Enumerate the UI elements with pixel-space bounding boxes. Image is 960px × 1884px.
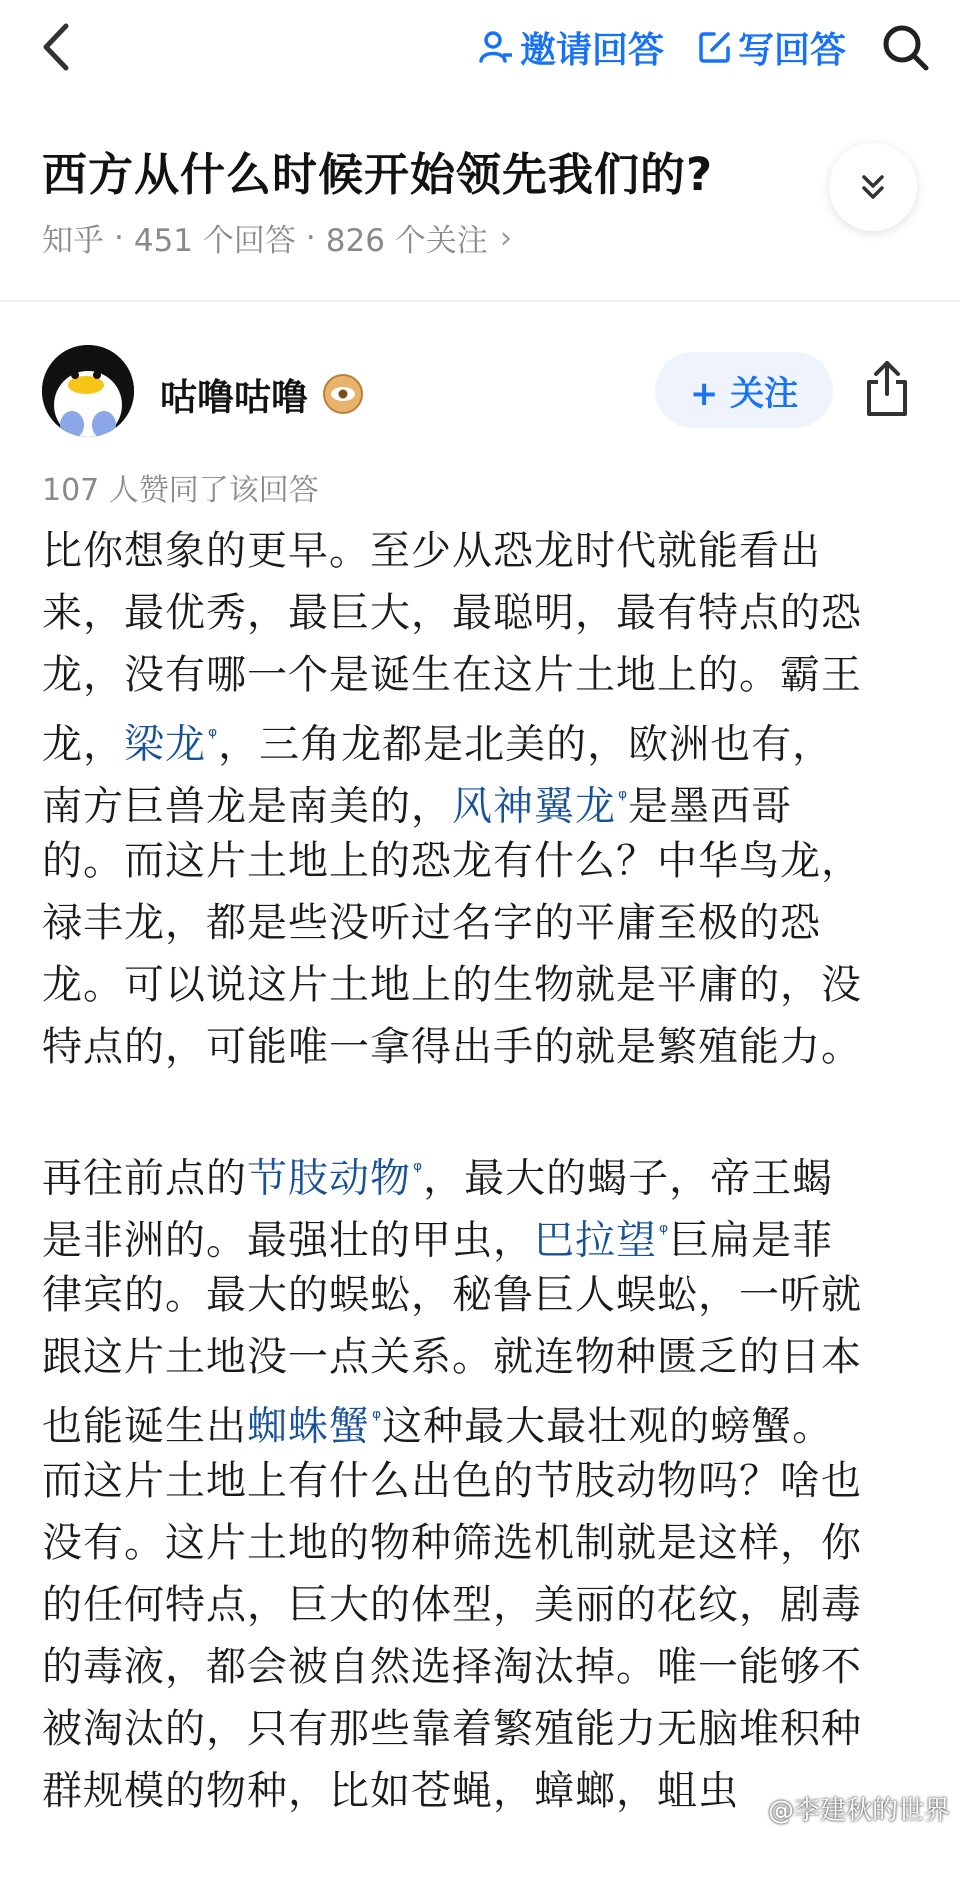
content-line: 的。而这片土地上的恐龙有什么？中华鸟龙， [42,838,862,884]
search-icon[interactable]: ᵠ [372,1406,383,1431]
keyword-link[interactable]: 梁龙 [124,721,206,768]
question-title[interactable]: 西方从什么时候开始领先我们的? [42,148,714,201]
text-span: ，三角龙都是北美的，欧洲也有， [218,721,834,768]
follow-button[interactable]: + 关注 [655,352,833,428]
content-line [42,1140,922,1202]
share-icon[interactable] [862,360,912,418]
search-icon[interactable]: ᵠ [208,724,219,749]
meta-separator: · [305,219,316,256]
author-name-label: 咕噜咕噜 [160,376,308,419]
text-span: 南方巨兽龙是南美的， [42,783,452,830]
content-line: 的任何特点，巨大的体型，美丽的花纹，剧毒 [42,1582,862,1628]
keyword-link[interactable]: 巴拉望 [534,1217,657,1264]
duck-avatar-icon [42,345,134,437]
content-line: 而这片土地上有什么出色的节肢动物吗？啥也 [42,1458,862,1504]
expand-button[interactable] [829,143,917,231]
keyword-link[interactable]: 蜘蛛蟹 [247,1403,370,1450]
question-meta[interactable] [42,215,512,260]
chevron-right-icon: › [499,219,513,256]
paragraph-2 [42,1140,922,1822]
write-answer-button[interactable] [698,22,846,73]
search-icon[interactable]: ᵠ [618,786,629,811]
source-label: 知乎 [42,223,104,259]
text-span: 巨扁是菲 [669,1217,834,1264]
invite-answer-label: 邀请回答 [519,29,664,71]
content-line: 的毒液，都会被自然选择淘汰掉。唯一能够不 [42,1644,862,1690]
meta-separator: · [114,219,124,256]
content-line: 特点的，可能唯一拿得出手的就是繁殖能力。 [42,1024,862,1070]
back-arrow-icon[interactable] [38,22,78,72]
vote-count-text: 107 人赞同了该回答 [42,473,319,508]
content-line: 来，最优秀，最巨大，最聪明，最有特点的恐 [42,590,862,636]
content-line: 龙，没有哪一个是诞生在这片土地上的。霸王 [42,652,862,698]
content-line [42,1202,922,1264]
text-span: 也能诞生出 [42,1403,247,1450]
content-line: 跟这片土地没一点关系。就连物种匮乏的日本 [42,1334,862,1380]
text-span: 是墨西哥 [628,783,793,830]
keyword-link[interactable]: 节肢动物 [247,1155,411,1202]
text-span: 再往前点的 [42,1155,247,1202]
search-icon[interactable]: ᵠ [413,1158,424,1183]
answer-content [42,520,922,1884]
content-line: 被淘汰的，只有那些靠着繁殖能力无脑堆积种 [42,1706,862,1752]
paragraph-1 [42,520,922,1078]
content-line [42,706,922,768]
content-line: 龙。可以说这片土地上的生物就是平庸的，没 [42,962,862,1008]
search-icon[interactable]: ᵠ [659,1220,670,1245]
eye-badge-icon [322,373,364,415]
invite-person-icon [478,29,514,65]
content-line: 律宾的。最大的蜈蚣，秘鲁巨人蜈蚣，一听就 [42,1272,862,1318]
write-answer-label: 写回答 [737,29,846,71]
watermark: @李建秋的世界 [767,1796,950,1826]
invite-answer-button[interactable] [478,22,664,73]
text-span: 龙， [42,721,124,768]
follower-count: 826 个关注 [325,223,488,259]
content-line [42,1388,922,1450]
double-chevron-down-icon [856,170,890,204]
edit-icon [698,30,732,64]
content-line: 没有。这片土地的物种筛选机制就是这样，你 [42,1520,862,1566]
text-span: ，最大的蝎子，帝王蝎 [423,1155,834,1202]
author-name[interactable] [160,367,364,421]
top-bar [0,0,960,96]
avatar[interactable] [42,345,134,437]
search-icon[interactable] [880,22,930,72]
section-divider [0,300,960,302]
text-span: 是非洲的。最强壮的甲虫， [42,1217,534,1264]
keyword-link[interactable]: 风神翼龙 [452,783,616,830]
content-line: 群规模的物种，比如苍蝇，蟑螂，蛆虫 [42,1768,739,1814]
content-line: 禄丰龙，都是些没听过名字的平庸至极的恐 [42,900,821,946]
content-line: 比你想象的更早。至少从恐龙时代就能看出 [42,528,821,574]
answer-count: 451 个回答 [133,223,296,259]
text-span: 这种最大最壮观的螃蟹。 [382,1403,834,1450]
content-line [42,768,922,830]
